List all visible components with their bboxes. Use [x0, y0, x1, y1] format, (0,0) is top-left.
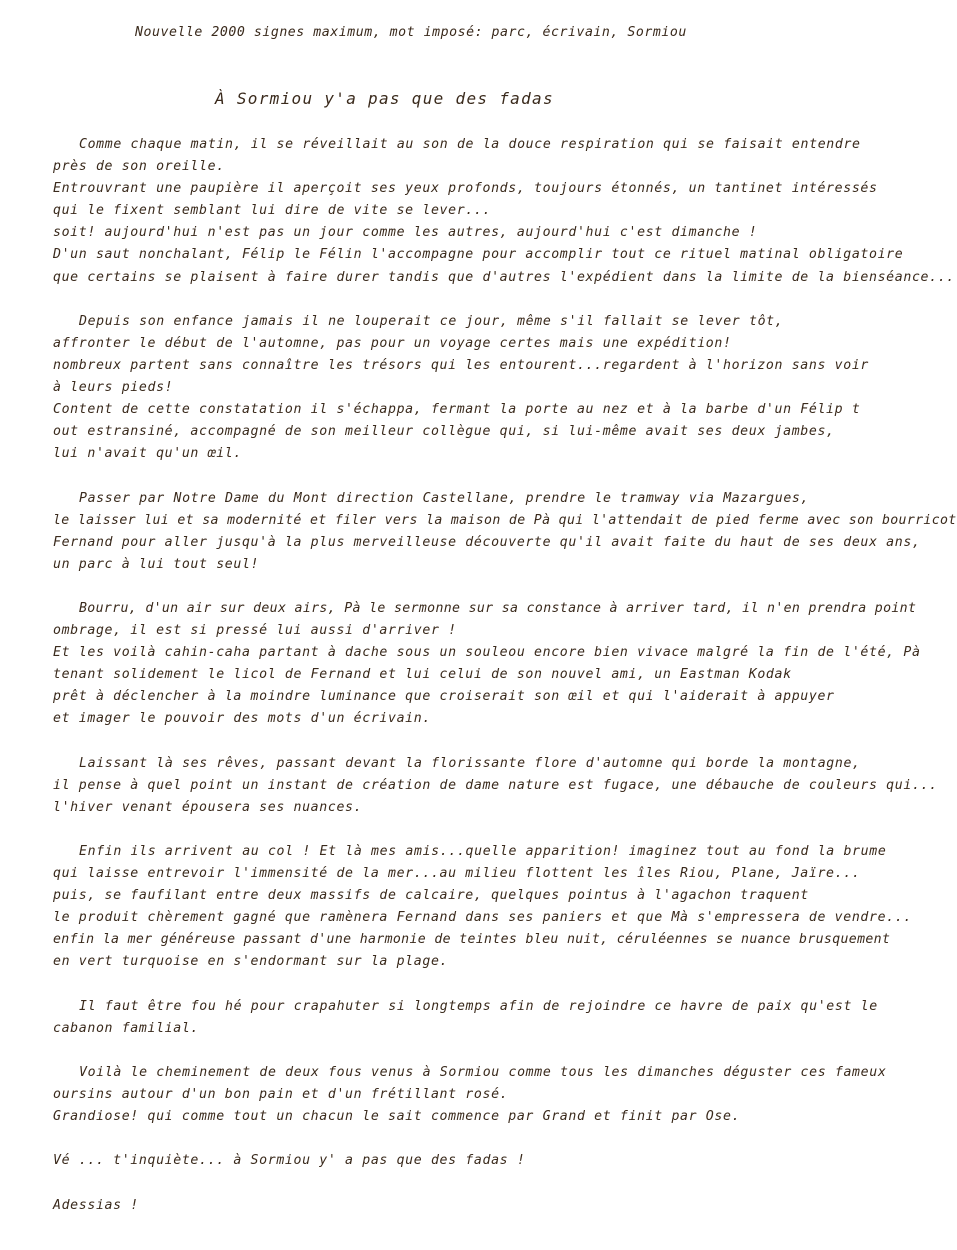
text-line: il pense à quel point un instant de création de dame nature est fugace, une débauche de couleurs qui...: [53, 777, 938, 793]
text-line: puis, se faufilant entre deux massifs de calcaire, quelques pointus à l'agachon traquent: [53, 888, 809, 904]
paragraph-gap: [53, 974, 848, 996]
text-line: et imager le pouvoir des mots d'un écrivain.: [53, 711, 431, 727]
text-line: Passer par Notre Dame du Mont direction Castellane, prendre le tramway via Mazargues,: [79, 490, 810, 506]
text-line: Depuis son enfance jamais il ne louperait ce jour, même s'il fallait se lever tôt,: [79, 313, 784, 329]
text-line: Fernand pour aller jusqu'à la plus merveilleuse découverte qu'il avait faite du haut de ses deux ans,: [53, 534, 921, 550]
paragraph-gap: [53, 465, 848, 487]
text-line: Il faut être fou hé pour crapahuter si longtemps afin de rejoindre ce havre de paix qu'est le: [79, 998, 878, 1014]
text-line: enfin la mer généreuse passant d'une harmonie de teintes bleu nuit, céruléennes se nuance brusquement: [53, 932, 891, 948]
paragraph-gap: [53, 1172, 848, 1194]
text-line: lui n'avait qu'un œil.: [53, 446, 242, 462]
closing-line: Vé ... t'inquiète... à Sormiou y' a pas que des fadas !: [53, 1153, 526, 1169]
paragraph-gap: [53, 289, 848, 311]
assignment-header: Nouvelle 2000 signes maximum, mot imposé: parc, écrivain, Sormiou: [135, 25, 687, 40]
text-line: Entrouvrant une paupière il aperçoit ses yeux profonds, toujours étonnés, un tantinet intéressés: [53, 181, 878, 197]
story-title: À Sormiou y'a pas que des fadas: [215, 89, 554, 108]
text-line: affronter le début de l'automne, pas pour un voyage certes mais une expédition!: [53, 335, 732, 351]
text-line: out estransiné, accompagné de son meilleur collègue qui, si lui-même avait ses deux jambes,: [53, 424, 835, 440]
text-line: le produit chèrement gagné que ramènera Fernand dans ses paniers et que Mà s'empressera de vendre...: [53, 910, 912, 926]
text-line: prêt à déclencher à la moindre luminance que croiserait son œil et qui l'aiderait à appuyer: [53, 689, 835, 705]
paragraph-gap: [53, 576, 848, 598]
paragraph-gap: [53, 1040, 848, 1062]
text-line: à leurs pieds!: [53, 380, 174, 396]
paragraph-gap: [53, 1128, 848, 1150]
text-line: Laissant là ses rêves, passant devant la florissante flore d'automne qui borde la montagne,: [79, 755, 861, 771]
paragraph-gap: [53, 731, 848, 753]
text-line: Content de cette constatation il s'échappa, fermant la porte au nez et à la barbe d'un Félip t: [53, 402, 861, 418]
text-line: Voilà le cheminement de deux fous venus à Sormiou comme tous les dimanches déguster ces fameux: [79, 1064, 887, 1080]
text-line: Comme chaque matin, il se réveillait au son de la douce respiration qui se faisait entendre: [79, 137, 861, 152]
text-line: nombreux partent sans connaître les trésors qui les entourent...regardent à l'horizon sans voir: [53, 357, 870, 373]
text-line: le laisser lui et sa modernité et filer vers la maison de Pà qui l'attendait de pied ferme avec son bourricot: [53, 512, 957, 528]
text-line: en vert turquoise en s'endormant sur la plage.: [53, 954, 449, 970]
text-line: qui laisse entrevoir l'immensité de la mer...au milieu flottent les îles Riou, Plane, Jaïre...: [53, 866, 861, 882]
text-line: tenant solidement le licol de Fernand et lui celui de son nouvel ami, un Eastman Kodak: [53, 667, 792, 683]
text-line: qui le fixent semblant lui dire de vite se lever...: [53, 203, 492, 219]
text-line: oursins autour d'un bon pain et d'un frétillant rosé.: [53, 1087, 509, 1103]
text-line: près de son oreille.: [53, 159, 225, 175]
signoff-line: Adessias !: [53, 1197, 139, 1213]
text-line: Enfin ils arrivent au col ! Et là mes amis...quelle apparition! imaginez tout au fond la brume: [79, 844, 887, 859]
text-line: que certains se plaisent à faire durer tandis que d'autres l'expédient dans la limite de la bienséance...: [53, 269, 955, 285]
text-line: Bourru, d'un air sur deux airs, Pà le sermonne sur sa constance à arriver tard, il n'en prendra point: [79, 600, 917, 616]
text-line: cabanon familial.: [53, 1020, 200, 1036]
text-line: D'un saut nonchalant, Félip le Félin l'accompagne pour accomplir tout ce rituel matinal obligatoire: [53, 247, 904, 263]
text-line: ombrage, il est si pressé lui aussi d'arriver !: [53, 623, 457, 639]
text-line: Grandiose! qui comme tout un chacun le sait commence par Grand et finit par Ose.: [53, 1109, 741, 1125]
text-line: Et les voilà cahin-caha partant à dache sous un souleou encore bien vivace malgré la fin de l'été, Pà: [53, 645, 921, 661]
paragraph-gap: [53, 819, 848, 841]
text-line: l'hiver venant épousera ses nuances.: [53, 799, 363, 815]
text-line: un parc à lui tout seul!: [53, 556, 260, 572]
text-line: soit! aujourd'hui n'est pas un jour comme les autres, aujourd'hui c'est dimanche !: [53, 225, 758, 241]
story-body: [53, 134, 957, 1217]
